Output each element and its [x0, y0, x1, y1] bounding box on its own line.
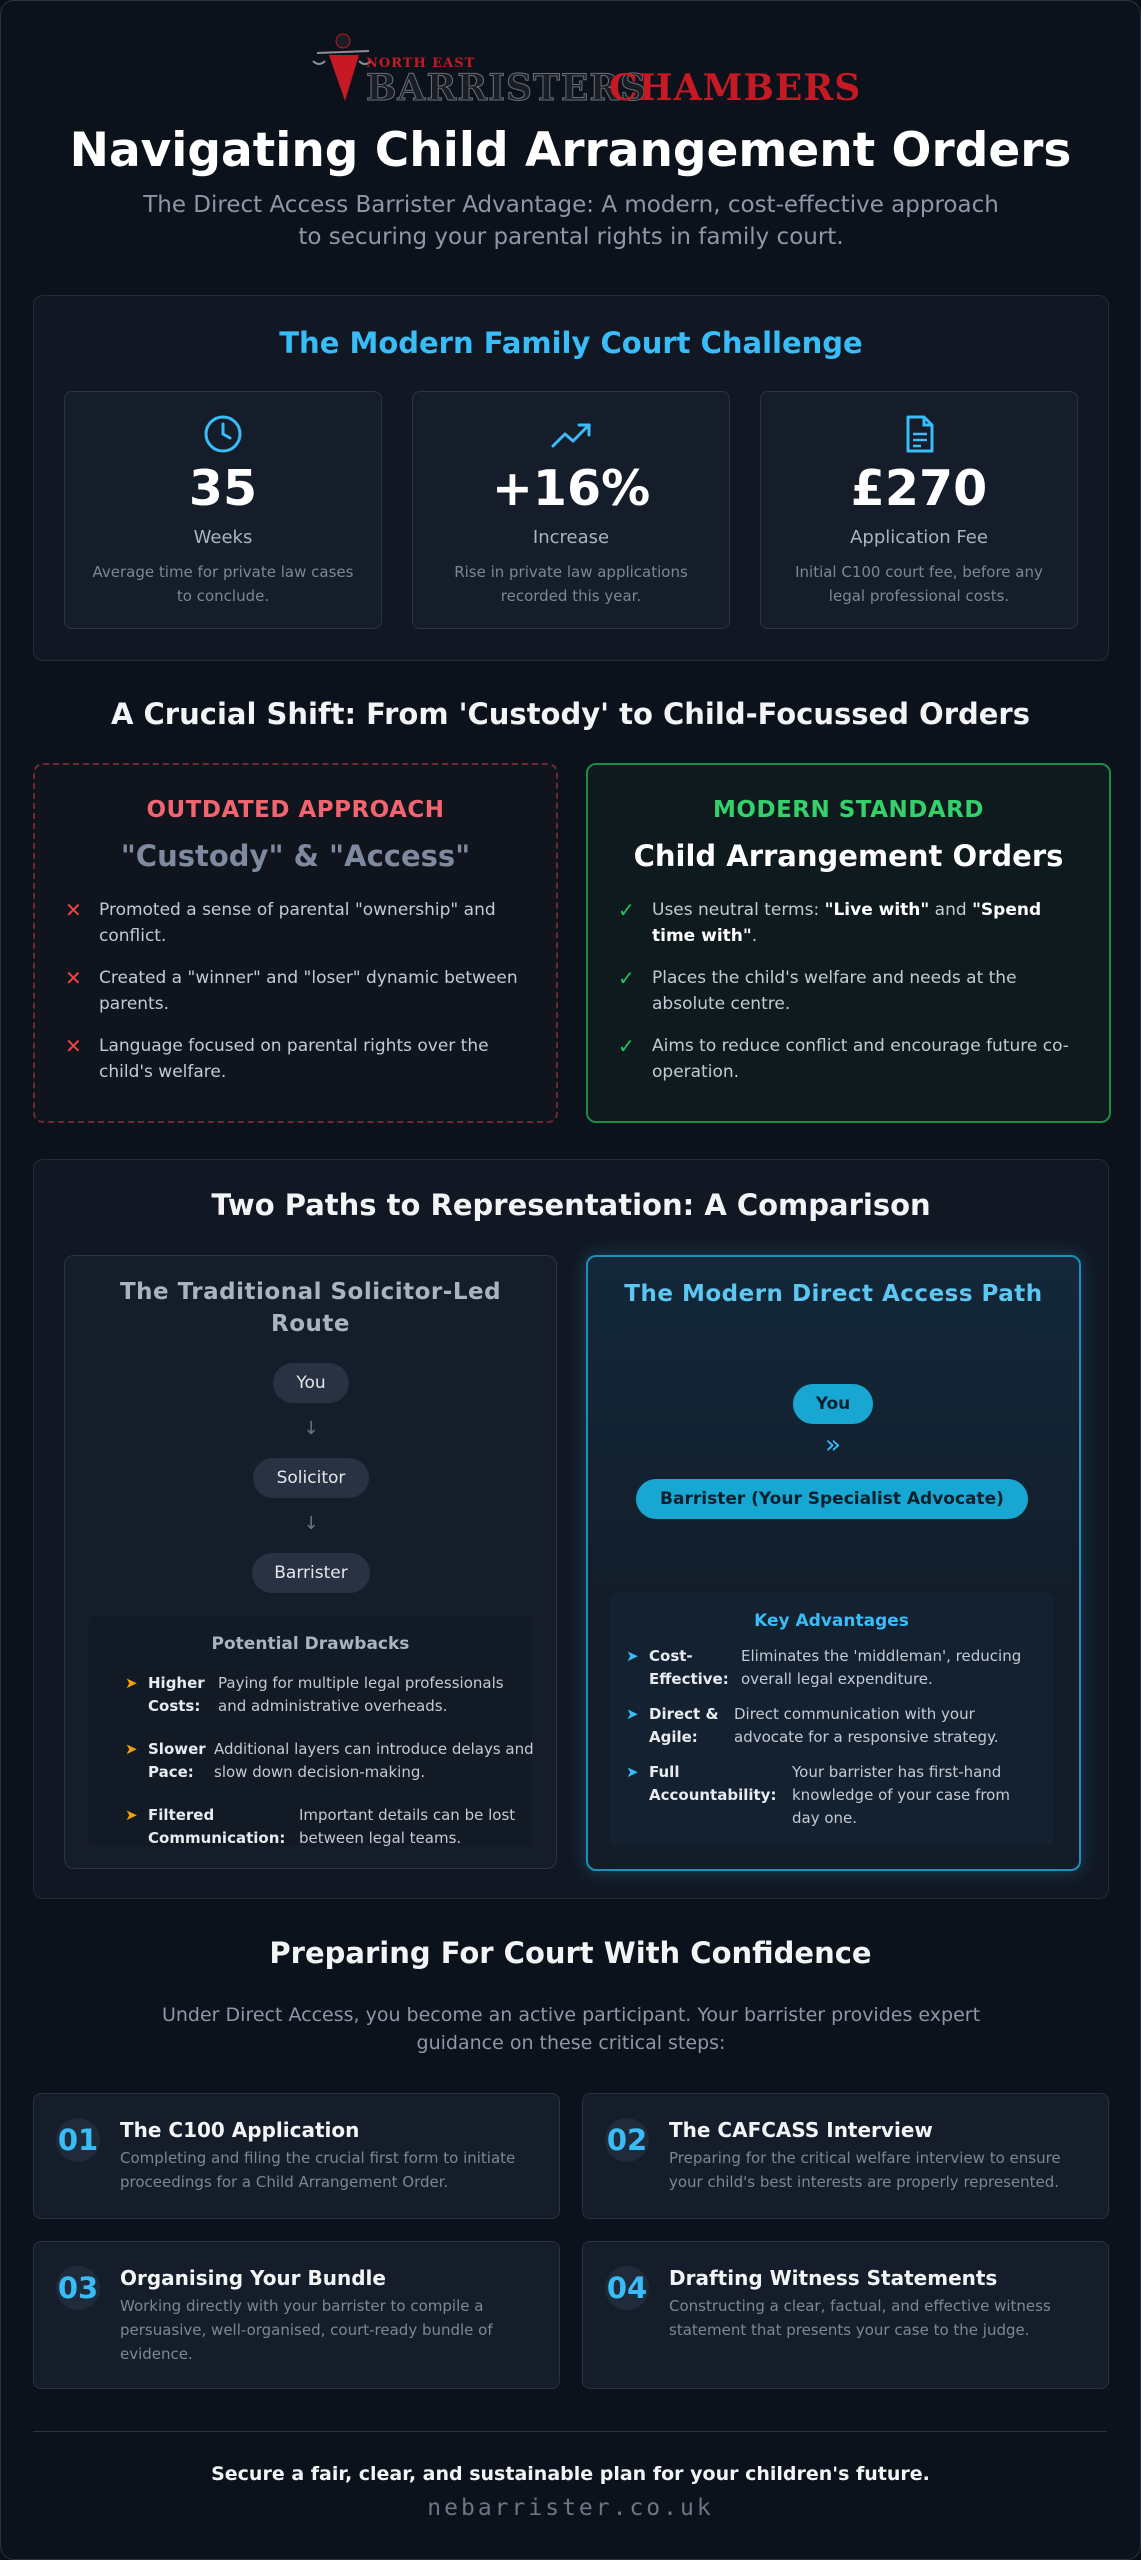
- footer-url[interactable]: nebarrister.co.uk: [427, 2495, 714, 2521]
- arrow-down-icon: ↓: [303, 1513, 319, 1534]
- modern-item: ✓ Uses neutral terms: "Live with" and "Spend time with".: [618, 898, 1042, 946]
- page-subtitle: The Direct Access Barrister Advantage: A modern, cost-effective approach to securing your parental rights in family court.: [143, 192, 999, 250]
- drawbacks-title: Potential Drawbacks: [211, 1634, 410, 1654]
- stat-value: +16%: [491, 460, 651, 517]
- arrow-down-icon: ↓: [303, 1418, 319, 1439]
- chevron-right-icon: ➤: [626, 1763, 639, 1781]
- stat-card-weeks: [64, 391, 382, 629]
- challenge-title: The Modern Family Court Challenge: [279, 326, 863, 360]
- prepare-title: Preparing For Court With Confidence: [269, 1936, 872, 1970]
- traditional-title: The Traditional Solicitor-Led Route: [119, 1279, 502, 1337]
- stat-desc: Rise in private law applications recorded this year.: [454, 563, 688, 605]
- stat-card-increase: [412, 391, 730, 629]
- outdated-item: ✕ Promoted a sense of parental "ownership" and conflict.: [65, 898, 496, 946]
- step-desc: Preparing for the critical welfare interview to ensure your child's best interests are properly represented.: [669, 2149, 1061, 2191]
- step-card-c100: [33, 2093, 560, 2219]
- step-desc: Working directly with your barrister to compile a persuasive, well-organised, court-ready bundle of evidence.: [120, 2297, 493, 2363]
- step-title: Drafting Witness Statements: [669, 2266, 998, 2290]
- scales-figure-icon: [311, 31, 371, 106]
- step-card-witness: [582, 2241, 1109, 2389]
- stat-value: 35: [188, 460, 258, 517]
- chevron-right-icon: ➤: [626, 1705, 639, 1723]
- modern-standard-box: [586, 763, 1111, 1123]
- check-icon: ✓: [618, 898, 635, 922]
- outdated-item: ✕ Created a "winner" and "loser" dynamic between parents.: [65, 966, 518, 1014]
- modern-heading: Child Arrangement Orders: [633, 839, 1064, 873]
- stat-card-fee: [760, 391, 1078, 629]
- paths-title: Two Paths to Representation: A Comparison: [211, 1188, 931, 1222]
- page-title: Navigating Child Arrangement Orders: [69, 123, 1072, 178]
- cross-icon: ✕: [65, 966, 82, 990]
- step-card-bundle: [33, 2241, 560, 2389]
- outdated-item: ✕ Language focused on parental rights over the child's welfare.: [65, 1034, 489, 1082]
- step-title: Organising Your Bundle: [120, 2266, 386, 2290]
- flow-step-you: You: [273, 1363, 349, 1403]
- chevron-right-icon: ➤: [626, 1647, 639, 1665]
- direct-access-box: [586, 1255, 1081, 1871]
- step-number: 03: [56, 2266, 100, 2310]
- check-icon: ✓: [618, 966, 635, 990]
- outdated-heading: "Custody" & "Access": [120, 839, 471, 873]
- step-desc: Completing and filing the crucial first form to initiate proceedings for a Child Arrangement Order.: [120, 2149, 516, 2191]
- chevron-right-icon: ➤: [125, 1674, 138, 1692]
- clock-icon: [203, 414, 243, 454]
- drawback-item: ➤ Slower Pace: Additional layers can introduce delays and slow down decision-making.: [125, 1740, 534, 1781]
- drawback-item: ➤ Higher Costs: Paying for multiple legal professionals and administrative overheads.: [125, 1674, 504, 1715]
- modern-item: ✓ Places the child's welfare and needs at the absolute centre.: [618, 966, 1017, 1014]
- advantage-item: ➤ Cost-Effective: Eliminates the 'middleman', reducing overall legal expenditure.: [626, 1647, 1022, 1688]
- trending-up-icon: [551, 414, 591, 454]
- modern-item: ✓ Aims to reduce conflict and encourage future co-operation.: [618, 1034, 1069, 1082]
- step-desc: Constructing a clear, factual, and effective witness statement that presents your case to the judge.: [669, 2297, 1051, 2339]
- stat-desc: Average time for private law cases to conclude.: [92, 563, 354, 605]
- step-title: The CAFCASS Interview: [669, 2118, 933, 2142]
- chevron-double-right-icon: »: [825, 1430, 841, 1460]
- step-card-cafcass: [582, 2093, 1109, 2219]
- traditional-route-box: [64, 1255, 557, 1869]
- stat-desc: Initial C100 court fee, before any legal professional costs.: [795, 563, 1043, 605]
- brand-name-1: BARRISTERS: [366, 67, 648, 109]
- modern-label: MODERN STANDARD: [713, 797, 984, 823]
- outdated-label: OUTDATED APPROACH: [146, 797, 445, 823]
- stat-label: Application Fee: [850, 527, 988, 548]
- chevron-right-icon: ➤: [125, 1806, 138, 1824]
- direct-title: The Modern Direct Access Path: [624, 1281, 1043, 1307]
- check-icon: ✓: [618, 1034, 635, 1058]
- advantages-title: Key Advantages: [754, 1611, 909, 1631]
- stat-label: Weeks: [193, 527, 253, 548]
- flow-step-solicitor: Solicitor: [253, 1458, 369, 1498]
- prepare-intro: Under Direct Access, you become an active participant. Your barrister provides expert guidance on these critical steps:: [161, 2004, 981, 2054]
- drawback-item: ➤ Filtered Communication: Important details can be lost between legal teams.: [125, 1806, 516, 1847]
- document-icon: [899, 414, 939, 454]
- drawbacks-panel: [89, 1616, 532, 1846]
- brand-top: NORTH EAST: [366, 56, 476, 71]
- stat-value: £270: [850, 460, 988, 517]
- footer-tagline: Secure a fair, clear, and sustainable plan for your children's future.: [211, 2463, 930, 2485]
- flow-step-you: You: [793, 1384, 873, 1424]
- outdated-approach-box: [33, 763, 558, 1123]
- cross-icon: ✕: [65, 898, 82, 922]
- stat-label: Increase: [532, 527, 610, 548]
- cross-icon: ✕: [65, 1034, 82, 1058]
- footer-divider: [33, 2431, 1107, 2432]
- advantages-panel: [610, 1593, 1053, 1845]
- step-number: 04: [605, 2266, 649, 2310]
- chevron-right-icon: ➤: [125, 1740, 138, 1758]
- step-number: 02: [605, 2118, 649, 2162]
- brand-name-2: CHAMBERS: [609, 67, 862, 109]
- brand-logo: [311, 31, 862, 109]
- shift-title: A Crucial Shift: From 'Custody' to Child-Focussed Orders: [110, 697, 1030, 731]
- flow-step-barrister: Barrister: [252, 1553, 370, 1593]
- advantage-item: ➤ Direct & Agile: Direct communication with your advocate for a responsive strategy.: [626, 1705, 999, 1746]
- advantage-item: ➤ Full Accountability: Your barrister has first-hand knowledge of your case from day one.: [626, 1763, 1010, 1827]
- step-number: 01: [56, 2118, 100, 2162]
- flow-step-barrister: Barrister (Your Specialist Advocate): [636, 1479, 1028, 1519]
- step-title: The C100 Application: [120, 2118, 360, 2142]
